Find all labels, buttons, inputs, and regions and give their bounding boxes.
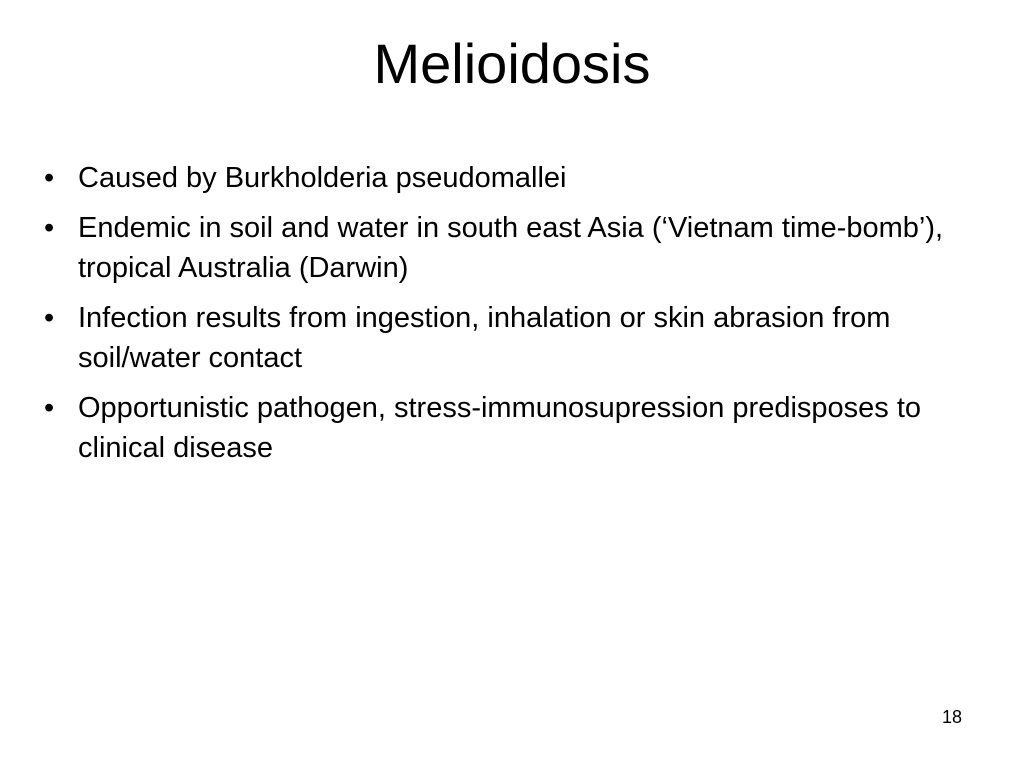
bullet-text: Endemic in soil and water in south east Asia (‘Vietnam time-bomb’), tropical Australia (Darwin) — [78, 212, 944, 284]
bullet-icon: • — [44, 302, 55, 334]
bullet-item — [44, 158, 944, 198]
bullet-item — [44, 298, 944, 378]
bullet-text: Infection results from ingestion, inhalation or skin abrasion from soil/water contact — [78, 302, 891, 374]
bullet-icon: • — [44, 212, 55, 244]
bullet-item — [44, 208, 944, 288]
bullet-item — [44, 388, 944, 468]
slide-title: Melioidosis — [373, 32, 651, 95]
bullet-icon: • — [44, 162, 55, 194]
bullet-text: Caused by Burkholderia pseudomallei — [78, 162, 567, 194]
bullet-list — [44, 158, 944, 478]
page-number: 18 — [941, 707, 962, 727]
bullet-text: Opportunistic pathogen, stress-immunosupression predisposes to clinical disease — [78, 392, 922, 464]
bullet-icon: • — [44, 392, 55, 424]
